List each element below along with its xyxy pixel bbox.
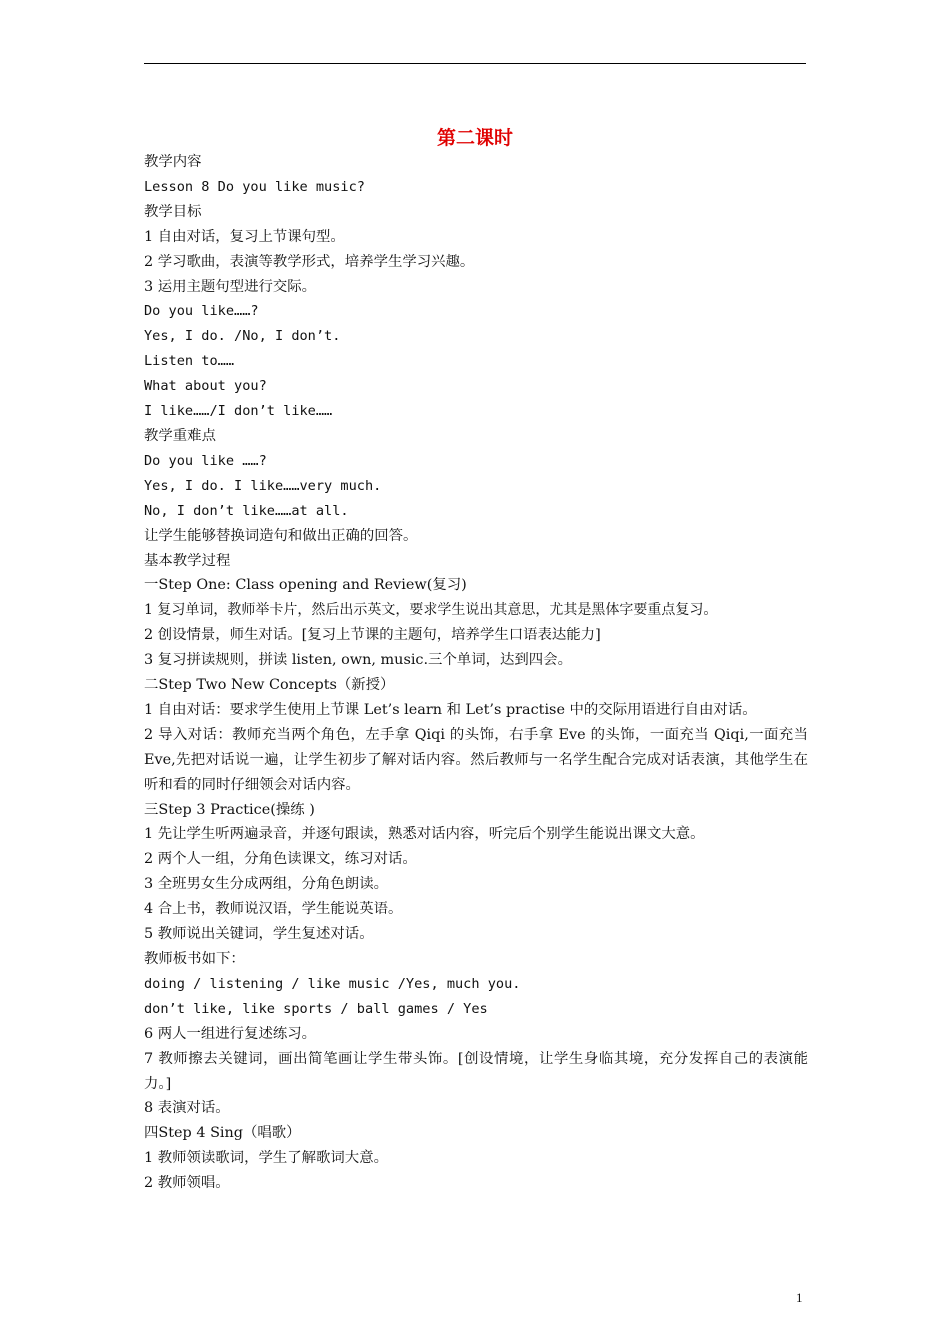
step-heading: 四Step 4 Sing（唱歌） xyxy=(144,1125,301,1142)
list-item: 3 运用主题句型进行交际。 xyxy=(144,278,317,295)
header-rule xyxy=(144,63,806,64)
text-line: Yes, I do. I like……very much. xyxy=(144,477,382,494)
step-heading: 一Step One: Class opening and Review(复习) xyxy=(144,577,467,594)
section-heading: 教学内容 xyxy=(144,154,202,170)
list-item: 1 教师领读歌词，学生了解歌词大意。 xyxy=(144,1150,388,1167)
text-line: What about you? xyxy=(144,378,267,395)
list-item: 4 合上书，教师说汉语，学生能说英语。 xyxy=(144,901,403,918)
list-item: 3 全班男女生分成两组，分角色朗读。 xyxy=(144,876,388,893)
list-item: 2 两个人一组，分角色读课文，练习对话。 xyxy=(144,851,417,868)
page-number: 1 xyxy=(796,1290,803,1305)
text-line: Listen to…… xyxy=(144,353,235,370)
text-line: Lesson 8 Do you like music? xyxy=(144,178,365,195)
text-line: 让学生能够替换词造句和做出正确的回答。 xyxy=(144,527,418,544)
step-heading: 三Step 3 Practice(操练 ) xyxy=(144,801,315,818)
list-item: 7 教师擦去关键词，画出简笔画让学生带头饰。[创设情境，让学生身临其境，充分发挥自己的表演能力。] xyxy=(144,1050,808,1092)
section-heading: 教学重难点 xyxy=(144,427,216,444)
text-line: Yes, I do. /No, I don’t. xyxy=(144,328,341,345)
list-item: 3 复习拼读规则，拼读 listen, own, music.三个单词，达到四会。 xyxy=(144,652,572,669)
list-item: 6 两人一组进行复述练习。 xyxy=(144,1025,317,1042)
list-item: 1 复习单词，教师举卡片，然后出示英文，要求学生说出其意思，尤其是黑体字要重点复习。 xyxy=(144,602,718,619)
section-heading: 基本教学过程 xyxy=(144,552,231,569)
text-line: No, I don’t like……at all. xyxy=(144,502,349,519)
text-line: Do you like……? xyxy=(144,303,259,320)
list-item: 1 自由对话：要求学生使用上节课 Let’s learn 和 Let’s practise 中的交际用语进行自由对话。 xyxy=(144,701,757,718)
text-line: Do you like ……? xyxy=(144,452,267,469)
list-item: 2 导入对话：教师充当两个角色，左手拿 Qiqi 的头饰，右手拿 Eve 的头饰，一面充当 Qiqi,一面充当 Eve,先把对话说一遍，让学生初步了解对话内容。然后教师与一名学生配合完成对话表演，其他学生在听和看的同时仔细领会对话内容。 xyxy=(144,726,808,793)
list-item: 5 教师说出关键词，学生复述对话。 xyxy=(144,926,374,943)
document-body xyxy=(144,150,808,1196)
list-item: 1 自由对话，复习上节课句型。 xyxy=(144,228,345,245)
list-item: 1 先让学生听两遍录音，并逐句跟读，熟悉对话内容，听完后个别学生能说出课文大意。 xyxy=(144,826,705,843)
list-item: 2 教师领唱。 xyxy=(144,1175,230,1192)
section-heading: 教学目标 xyxy=(144,203,202,220)
text-line: 教师板书如下： xyxy=(144,951,245,967)
board-note: doing / listening / like music /Yes, much you. xyxy=(144,975,521,992)
page-title: 第二课时 xyxy=(436,127,513,149)
list-item: 2 创设情景，师生对话。[复习上节课的主题句，培养学生口语表达能力] xyxy=(144,627,601,644)
step-heading: 二Step Two New Concepts（新授） xyxy=(144,677,395,694)
text-line: I like……/I don’t like…… xyxy=(144,403,333,420)
list-item: 2 学习歌曲，表演等教学形式，培养学生学习兴趣。 xyxy=(144,253,475,270)
list-item: 8 表演对话。 xyxy=(144,1100,230,1117)
board-note: don’t like, like sports / ball games / Yes xyxy=(144,1000,488,1017)
